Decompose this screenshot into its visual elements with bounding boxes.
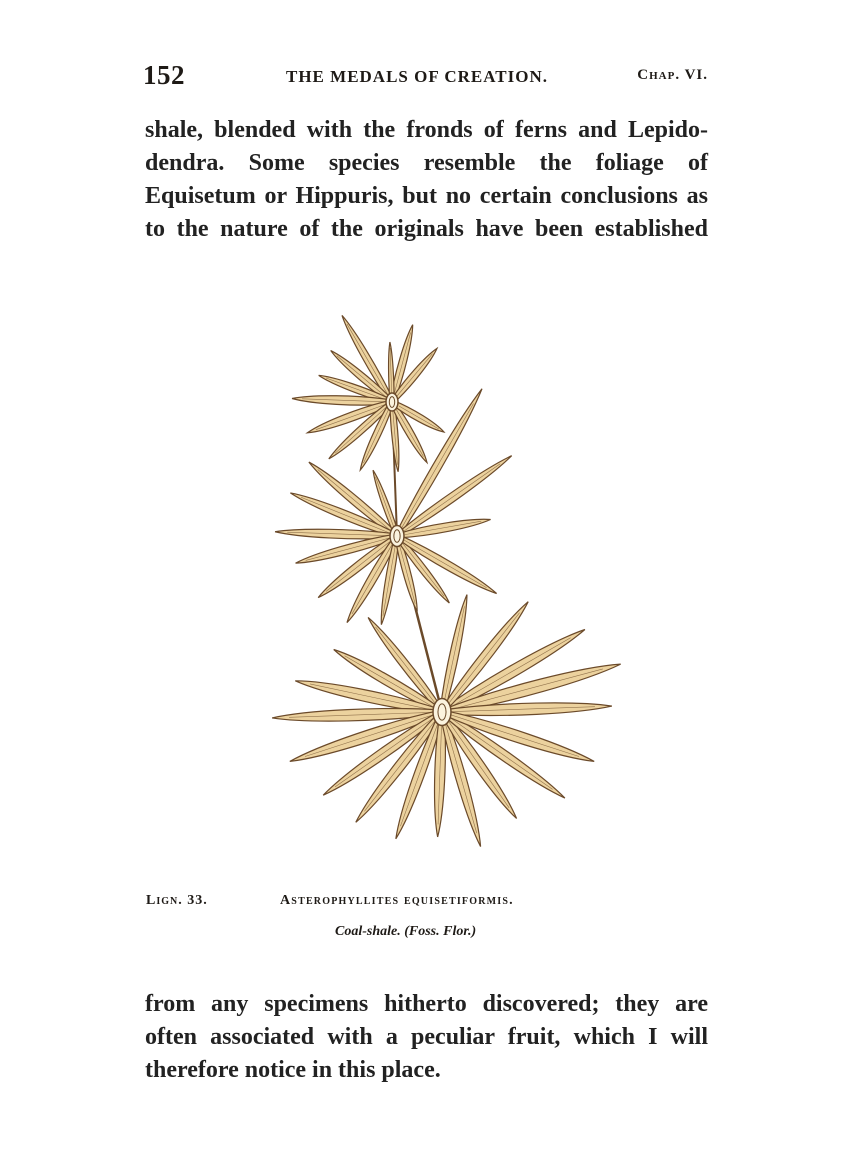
text-line: dendra. Some species resemble the foliage of: [145, 150, 708, 176]
text-line: often associated with a peculiar fruit, which I will: [145, 1024, 708, 1050]
text-line: therefore notice in this place.: [145, 1057, 441, 1083]
fossil-illustration: [260, 300, 630, 870]
figure-subtitle: Coal-shale. (Foss. Flor.): [335, 924, 477, 939]
stem-node: [433, 699, 451, 726]
chapter-label: Chap. VI.: [637, 67, 708, 83]
body-paragraph-bottom: [145, 988, 708, 1087]
asterophyllites-drawing: [260, 300, 630, 870]
body-paragraph-top: [145, 114, 708, 246]
text-line: Equisetum or Hippuris, but no certain conclusions as: [145, 183, 708, 209]
figure-label: Lign. 33.: [146, 893, 208, 908]
text-line: from any specimens hitherto discovered; they are: [145, 991, 708, 1017]
stem-node: [390, 526, 404, 547]
text-line: to the nature of the originals have been established: [145, 216, 708, 242]
text-line: shale, blended with the fronds of ferns and Lepido-: [145, 117, 708, 143]
page-header: [143, 62, 708, 96]
stem-node: [386, 393, 398, 411]
page-number: 152: [143, 60, 185, 90]
figure-title: Asterophyllites equisetiformis.: [280, 893, 514, 908]
running-title: THE MEDALS OF CREATION.: [286, 67, 548, 86]
